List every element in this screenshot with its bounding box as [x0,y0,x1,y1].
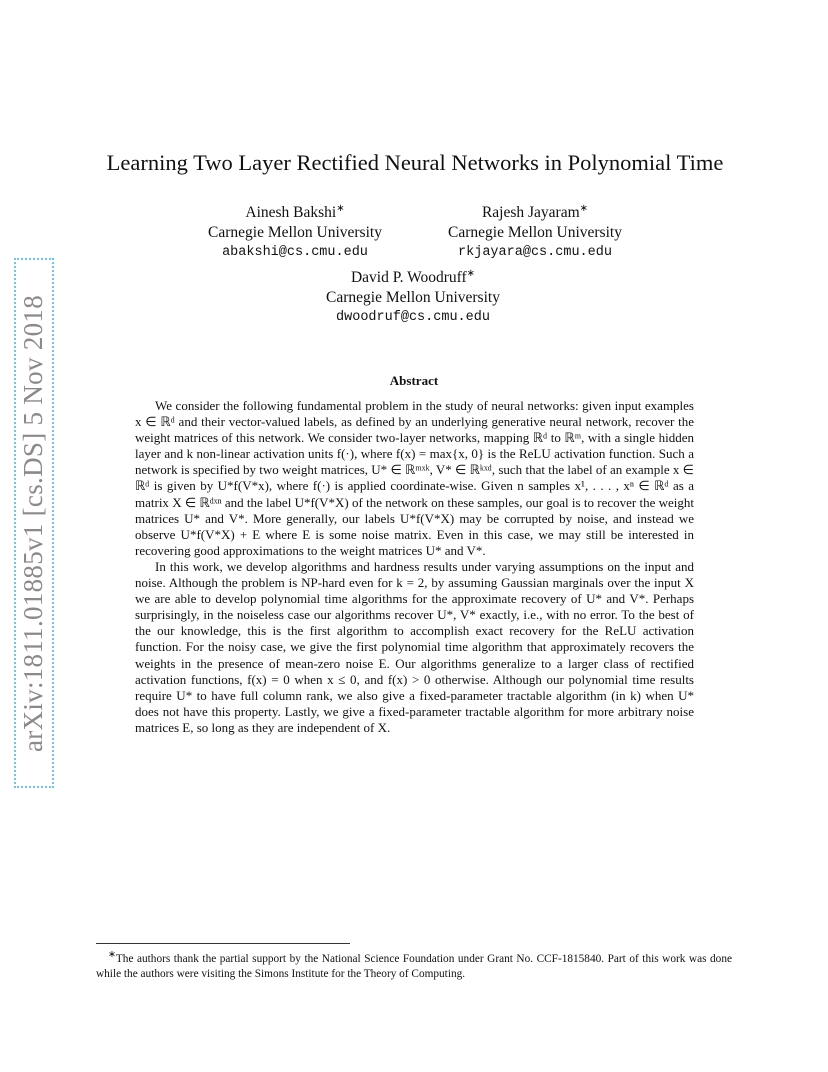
footnote-divider [96,943,350,944]
author-email: rkjayara@cs.cmu.edu [458,245,612,261]
author-affiliation: Carnegie Mellon University [208,224,382,242]
abstract-heading: Abstract [389,373,439,388]
author-name: David P. Woodruff [350,269,467,287]
author-block [300,264,526,328]
footnote-text: The authors thank the partial support by the National Science Foundation under Grant No. CCF-1815840. Part of this work was done while the authors were visiting the Simons Institute for the Theory of Computing. [96,952,732,981]
author-email: dwoodruf@cs.cmu.edu [336,310,490,326]
author-footnote-mark: ∗ [579,203,589,214]
arxiv-identifier-stamp [14,258,54,788]
author-affiliation: Carnegie Mellon University [448,224,622,242]
abstract-paragraph: In this work, we develop algorithms and hardness results under varying assumptions on the input and noise. Although the problem is NP-hard even for k = 2, by assuming Gaussian marginals over the input X we are able to develop polynomial time algorithms for the approximate recovery of U* and V*. Perhaps surprisingly, in the noiseless case our algorithms recover U*, V* exactly, i.e., with no error. To the best of the our knowledge, this is the first algorithm to accomplish exact recovery for the ReLU activation function. For the noisy case, we give the first polynomial time algorithm that approximately recovers the weights in the presence of mean-zero noise E. Our algorithms generalize to a larger class of rectified activation functions, f(x) = 0 when x ≤ 0, and f(x) > 0 otherwise. Although our polynomial time results require U* to have full column rank, we also give a fixed-parameter tractable algorithm (in k) when U* does not have this property. Lastly, we give a fixed-parameter tractable algorithm for more arbitrary noise matrices E, so long as they are independent of X. [135,558,694,735]
author-footnote-mark: ∗ [466,268,476,279]
author-name: Rajesh Jayaram [481,204,580,222]
author-name: Ainesh Bakshi [245,204,337,222]
author-block [190,199,400,263]
footnote-mark: ∗ [108,950,116,960]
abstract-body [135,398,694,736]
paper-title: Learning Two Layer Rectified Neural Networks in Polynomial Time [106,150,724,175]
author-block [430,199,640,263]
arxiv-identifier-text: arXiv:1811.01885v1 [cs.DS] 5 Nov 2018 [18,294,49,752]
footnote [96,948,732,983]
author-footnote-mark: ∗ [336,203,345,214]
abstract-paragraph: We consider the following fundamental problem in the study of neural networks: given input examples x ∈ ℝᵈ and their vector-valued labels, as defined by an underlying generative neural network, recover the weight matrices of this network. We consider two-layer networks, mapping ℝᵈ to ℝᵐ, with a single hidden layer and k non-linear activation units f(·), where f(x) = max{x, 0} is the ReLU activation function. Such a network is specified by two weight matrices, U* ∈ ℝᵐˣᵏ, V* ∈ ℝᵏˣᵈ, such that the label of an example x ∈ ℝᵈ is given by U*f(V*x), where f(·) is applied coordinate-wise. Given n samples x¹, . . . , xⁿ ∈ ℝᵈ as a matrix X ∈ ℝᵈˣⁿ and the label U*f(V*X) of the network on these samples, our goal is to recover the weight matrices U* and V*. More generally, our labels U*f(V*X) may be corrupted by noise, and instead we observe U*f(V*X) + E where E is some noise matrix. Even in this case, we may still be interested in recovering good approximations to the weight matrices U* and V*. [135,398,694,558]
author-affiliation: Carnegie Mellon University [326,289,500,307]
author-email: abakshi@cs.cmu.edu [222,245,368,261]
